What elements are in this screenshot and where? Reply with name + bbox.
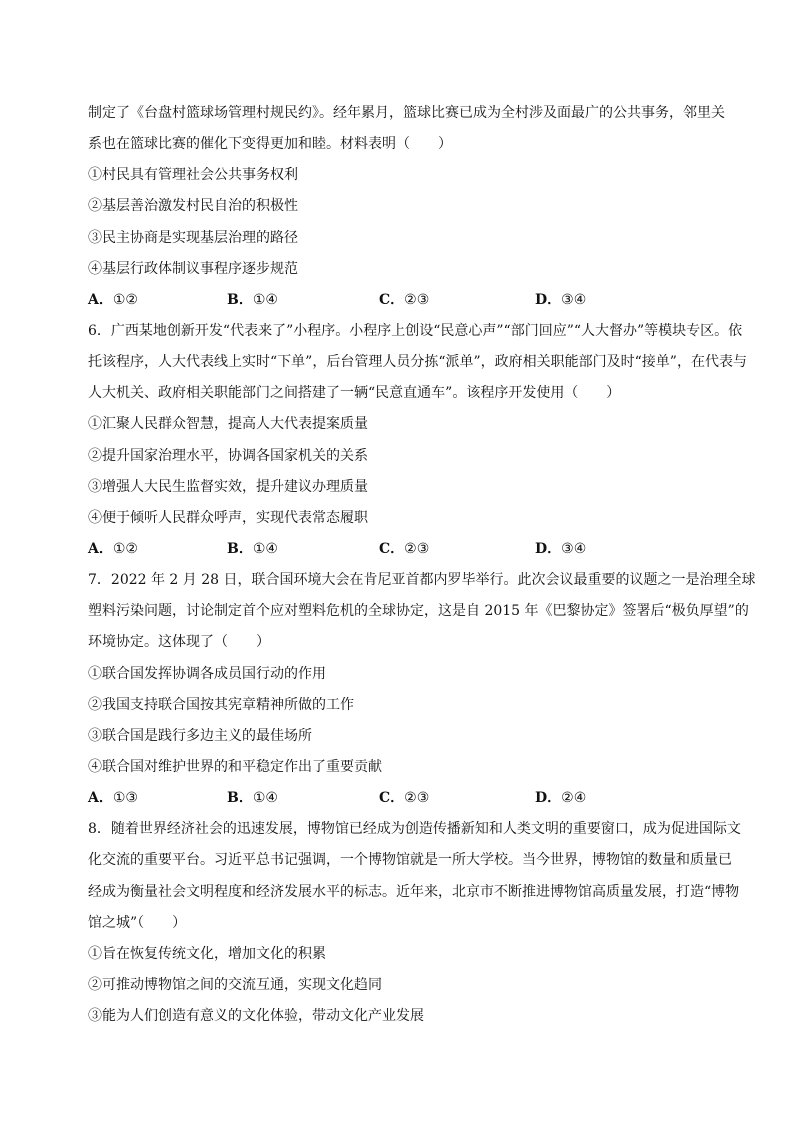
option-letter: B． [227, 790, 253, 806]
option-a[interactable] [88, 788, 138, 808]
option-letter: C． [379, 790, 405, 806]
option-text: ③④ [561, 541, 587, 557]
option-c[interactable] [379, 290, 429, 310]
statement-2: ②我国支持联合国按其宪章精神所做的工作 [88, 697, 354, 713]
statement-1: ①旨在恢复传统文化，增加文化的积累 [88, 946, 326, 962]
option-letter: D． [535, 790, 562, 806]
statement-3: ③增强人大民生监督实效，提升建议办理质量 [88, 479, 368, 495]
option-text: ①② [112, 292, 138, 308]
option-b[interactable] [227, 539, 278, 559]
option-text: ①④ [252, 541, 278, 557]
option-text: ②③ [404, 292, 430, 308]
statement-4: ④联合国对维护世界的和平稳定作出了重要贡献 [88, 759, 382, 775]
statement-2: ②基层善治激发村民自治的积极性 [88, 198, 298, 214]
question-text-line: 8．随着世界经济社会的迅速发展，博物馆已经成为创造传播新知和人类文明的重要窗口，成为促进国际文 [88, 821, 741, 837]
option-c[interactable] [379, 539, 429, 559]
option-a[interactable] [88, 539, 138, 559]
option-d[interactable] [535, 539, 586, 559]
question-text-line: 制定了《台盘村篮球场管理村规民约》。经年累月，篮球比赛已成为全村涉及面最广的公共事务，邻里关 [88, 105, 725, 121]
option-letter: D． [535, 541, 562, 557]
option-letter: D． [535, 292, 562, 308]
option-text: ②③ [404, 790, 430, 806]
statement-3: ③能为人们创造有意义的文化体验，带动文化产业发展 [88, 1008, 424, 1024]
question-text-line: 6．广西某地创新开发“代表来了”小程序。小程序上创设“民意心声”“部门回应”“人大督办”等模块专区。依 [88, 323, 743, 339]
statement-4: ④基层行政体制议事程序逐步规范 [88, 261, 298, 277]
question-text-line: 7．2022 年 2 月 28 日，联合国环境大会在肯尼亚首都内罗毕举行。此次会议最重要的议题之一是治理全球 [88, 572, 756, 588]
statement-2: ②可推动博物馆之间的交流互通，实现文化趋同 [88, 977, 382, 993]
option-letter: B． [227, 292, 253, 308]
question-text-line: 经成为衡量社会文明程度和经济发展水平的标志。近年来，北京市不断推进博物馆高质量发展，打造“博物 [88, 884, 740, 900]
question-text-line: 人大机关、政府相关职能部门之间搭建了一辆“民意直通车”。该程序开发使用（ ） [88, 385, 621, 401]
statement-1: ①汇聚人民群众智慧，提高人大代表提案质量 [88, 416, 368, 432]
option-letter: C． [379, 541, 405, 557]
option-letter: C． [379, 292, 405, 308]
option-b[interactable] [227, 788, 278, 808]
option-c[interactable] [379, 788, 429, 808]
statement-1: ①联合国发挥协调各成员国行动的作用 [88, 666, 326, 682]
statement-4: ④便于倾听人民群众呼声，实现代表常态履职 [88, 510, 368, 526]
option-a[interactable] [88, 290, 138, 310]
option-text: ②④ [561, 790, 587, 806]
answer-options [88, 539, 708, 559]
question-text-line: 化交流的重要平台。习近平总书记强调，一个博物馆就是一所大学校。当今世界，博物馆的数量和质量已 [88, 852, 732, 868]
option-letter: B． [227, 541, 253, 557]
answer-options [88, 290, 708, 310]
option-letter: A． [88, 790, 113, 806]
question-text-line: 托该程序，人大代表线上实时“下单”，后台管理人员分拣“派单”，政府相关职能部门及时“接单”，在代表与 [88, 354, 747, 370]
statement-3: ③民主协商是实现基层治理的路径 [88, 230, 298, 246]
answer-options [88, 788, 708, 808]
question-text-line: 环境协定。这体现了（ ） [88, 634, 270, 650]
option-d[interactable] [535, 290, 586, 310]
option-letter: A． [88, 292, 113, 308]
statement-2: ②提升国家治理水平，协调各国家机关的关系 [88, 448, 368, 464]
option-text: ③④ [561, 292, 587, 308]
statement-3: ③联合国是践行多边主义的最佳场所 [88, 728, 312, 744]
statement-1: ①村民具有管理社会公共事务权利 [88, 167, 298, 183]
option-text: ①④ [252, 292, 278, 308]
option-text: ①② [112, 541, 138, 557]
option-text: ②③ [404, 541, 430, 557]
question-text-line: 系也在篮球比赛的催化下变得更加和睦。材料表明（ ） [88, 136, 452, 152]
option-d[interactable] [535, 788, 586, 808]
option-letter: A． [88, 541, 113, 557]
question-text-line: 馆之城”（ ） [88, 915, 187, 931]
option-text: ①③ [112, 790, 138, 806]
option-text: ①④ [252, 790, 278, 806]
option-b[interactable] [227, 290, 278, 310]
question-text-line: 塑料污染问题，讨论制定首个应对塑料危机的全球协定，这是自 2015 年《巴黎协定》签署后“极负厚望”的 [88, 603, 749, 619]
